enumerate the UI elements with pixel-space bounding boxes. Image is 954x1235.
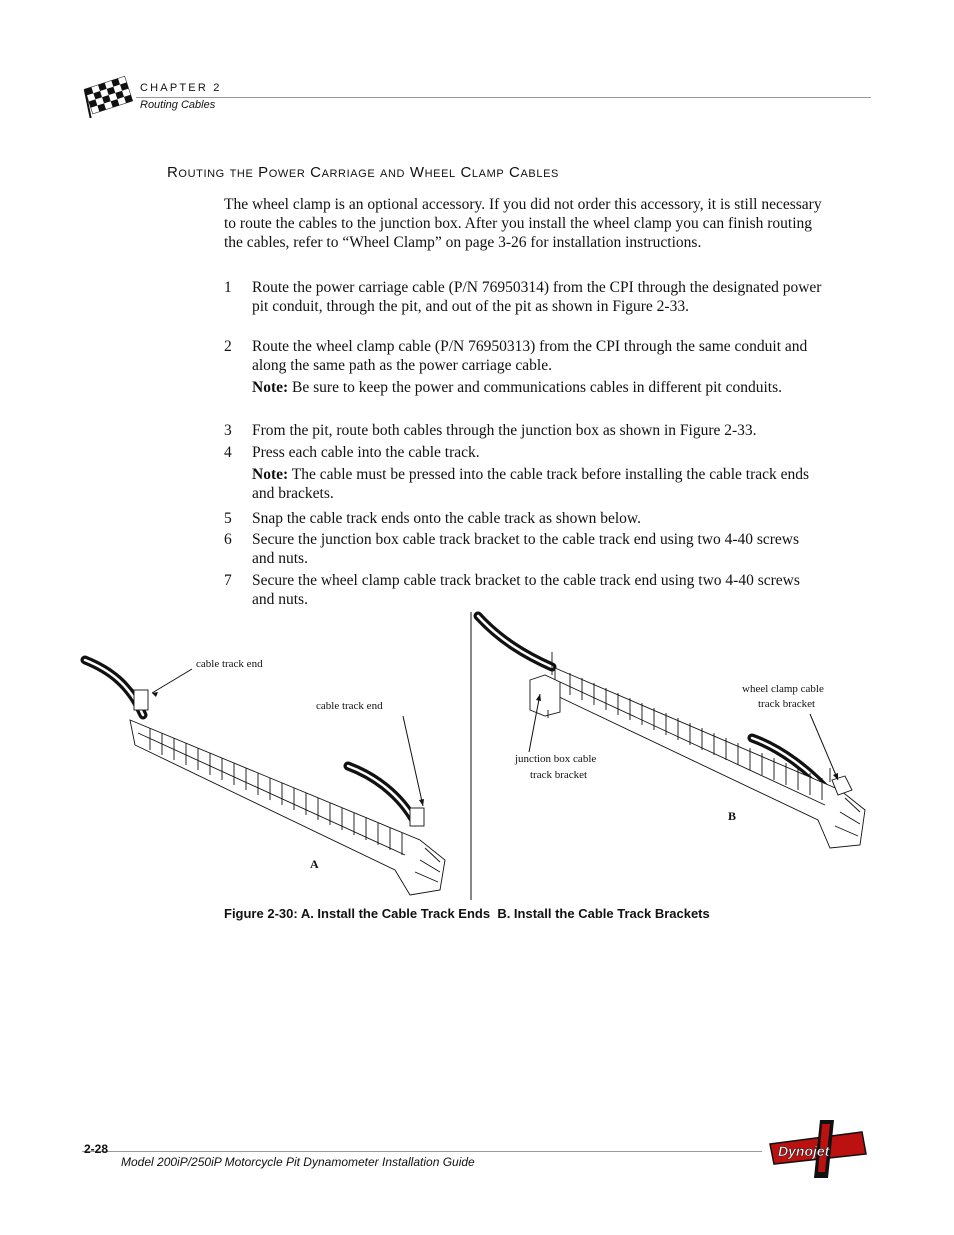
label-cable-track-end-1: cable track end	[196, 658, 263, 670]
step-text: Press each cable into the cable track.	[252, 444, 480, 461]
cable-track-figure	[0, 600, 954, 900]
note-text: The cable must be pressed into the cable track before installing the cable track ends and brackets.	[252, 466, 810, 502]
note-label: Note:	[252, 466, 289, 483]
note-label: Note:	[252, 379, 289, 396]
step-number: 3	[224, 422, 232, 439]
step-number: 7	[224, 572, 232, 589]
intro-paragraph: The wheel clamp is an optional accessory. If you did not order this accessory, it is still necessary to route the cables to the junction box. After you install the wheel clamp you can finish routing the cables, refer to “Wheel Clamp” on page 3-26 for installation instructions.	[224, 196, 822, 251]
note-text: Be sure to keep the power and communications cables in different pit conduits.	[288, 379, 783, 396]
page-number: 2-28	[84, 1142, 109, 1156]
step-text: Secure the wheel clamp cable track bracket to the cable track end using two 4-40 screws and nuts.	[252, 572, 800, 608]
cable-b-top	[478, 616, 552, 667]
step-text: From the pit, route both cables through the junction box as shown in Figure 2-33.	[252, 422, 757, 439]
footer-rule	[82, 1151, 762, 1152]
note-2	[252, 466, 822, 504]
footer-title: Model 200iP/250iP Motorcycle Pit Dynamometer Installation Guide	[121, 1155, 475, 1169]
note-1	[252, 379, 822, 398]
step-number: 2	[224, 338, 232, 355]
label-cable-track-end-2: cable track end	[316, 700, 383, 712]
step-number: 4	[224, 444, 232, 461]
dynojet-logo	[762, 1118, 872, 1180]
label-junction-box-1: junction box cable	[515, 753, 597, 765]
step-text: Snap the cable track ends onto the cable track as shown below.	[252, 510, 641, 527]
cable-track-a	[130, 720, 445, 895]
step-text: Secure the junction box cable track bracket to the cable track end using two 4-40 screws and nuts.	[252, 531, 800, 567]
cable-track-end-a2	[410, 808, 424, 826]
step-number: 5	[224, 510, 232, 527]
figure-caption: Figure 2-30: A. Install the Cable Track Ends B. Install the Cable Track Brackets	[224, 906, 710, 921]
label-junction-box-2: track bracket	[530, 769, 588, 781]
step-text: Route the wheel clamp cable (P/N 76950313) from the CPI through the same conduit and along the same path as the power carriage cable.	[252, 338, 808, 374]
checkered-flag-icon	[80, 74, 138, 118]
chapter-label: CHAPTER 2	[140, 82, 222, 94]
step-text: Route the power carriage cable (P/N 76950314) from the CPI through the designated power pit conduit, through the pit, and out of the pit as shown in Figure 2-33.	[252, 279, 822, 315]
panel-letter-a: A	[310, 857, 319, 871]
header-rule	[136, 97, 871, 98]
label-wheel-clamp-2: track bracket	[758, 698, 816, 710]
cable-a-end	[348, 766, 415, 822]
cable-track-end-a1	[134, 690, 148, 710]
label-wheel-clamp-1: wheel clamp cable	[742, 683, 824, 695]
chapter-subtitle: Routing Cables	[140, 99, 216, 111]
section-title: Routing the Power Carriage and Wheel Clamp Cables	[167, 164, 559, 181]
cable-track-b	[555, 668, 865, 848]
svg-text:Dynojet: Dynojet	[778, 1143, 830, 1159]
step-number: 1	[224, 279, 232, 296]
panel-letter-b: B	[728, 809, 737, 823]
step-number: 6	[224, 531, 232, 548]
